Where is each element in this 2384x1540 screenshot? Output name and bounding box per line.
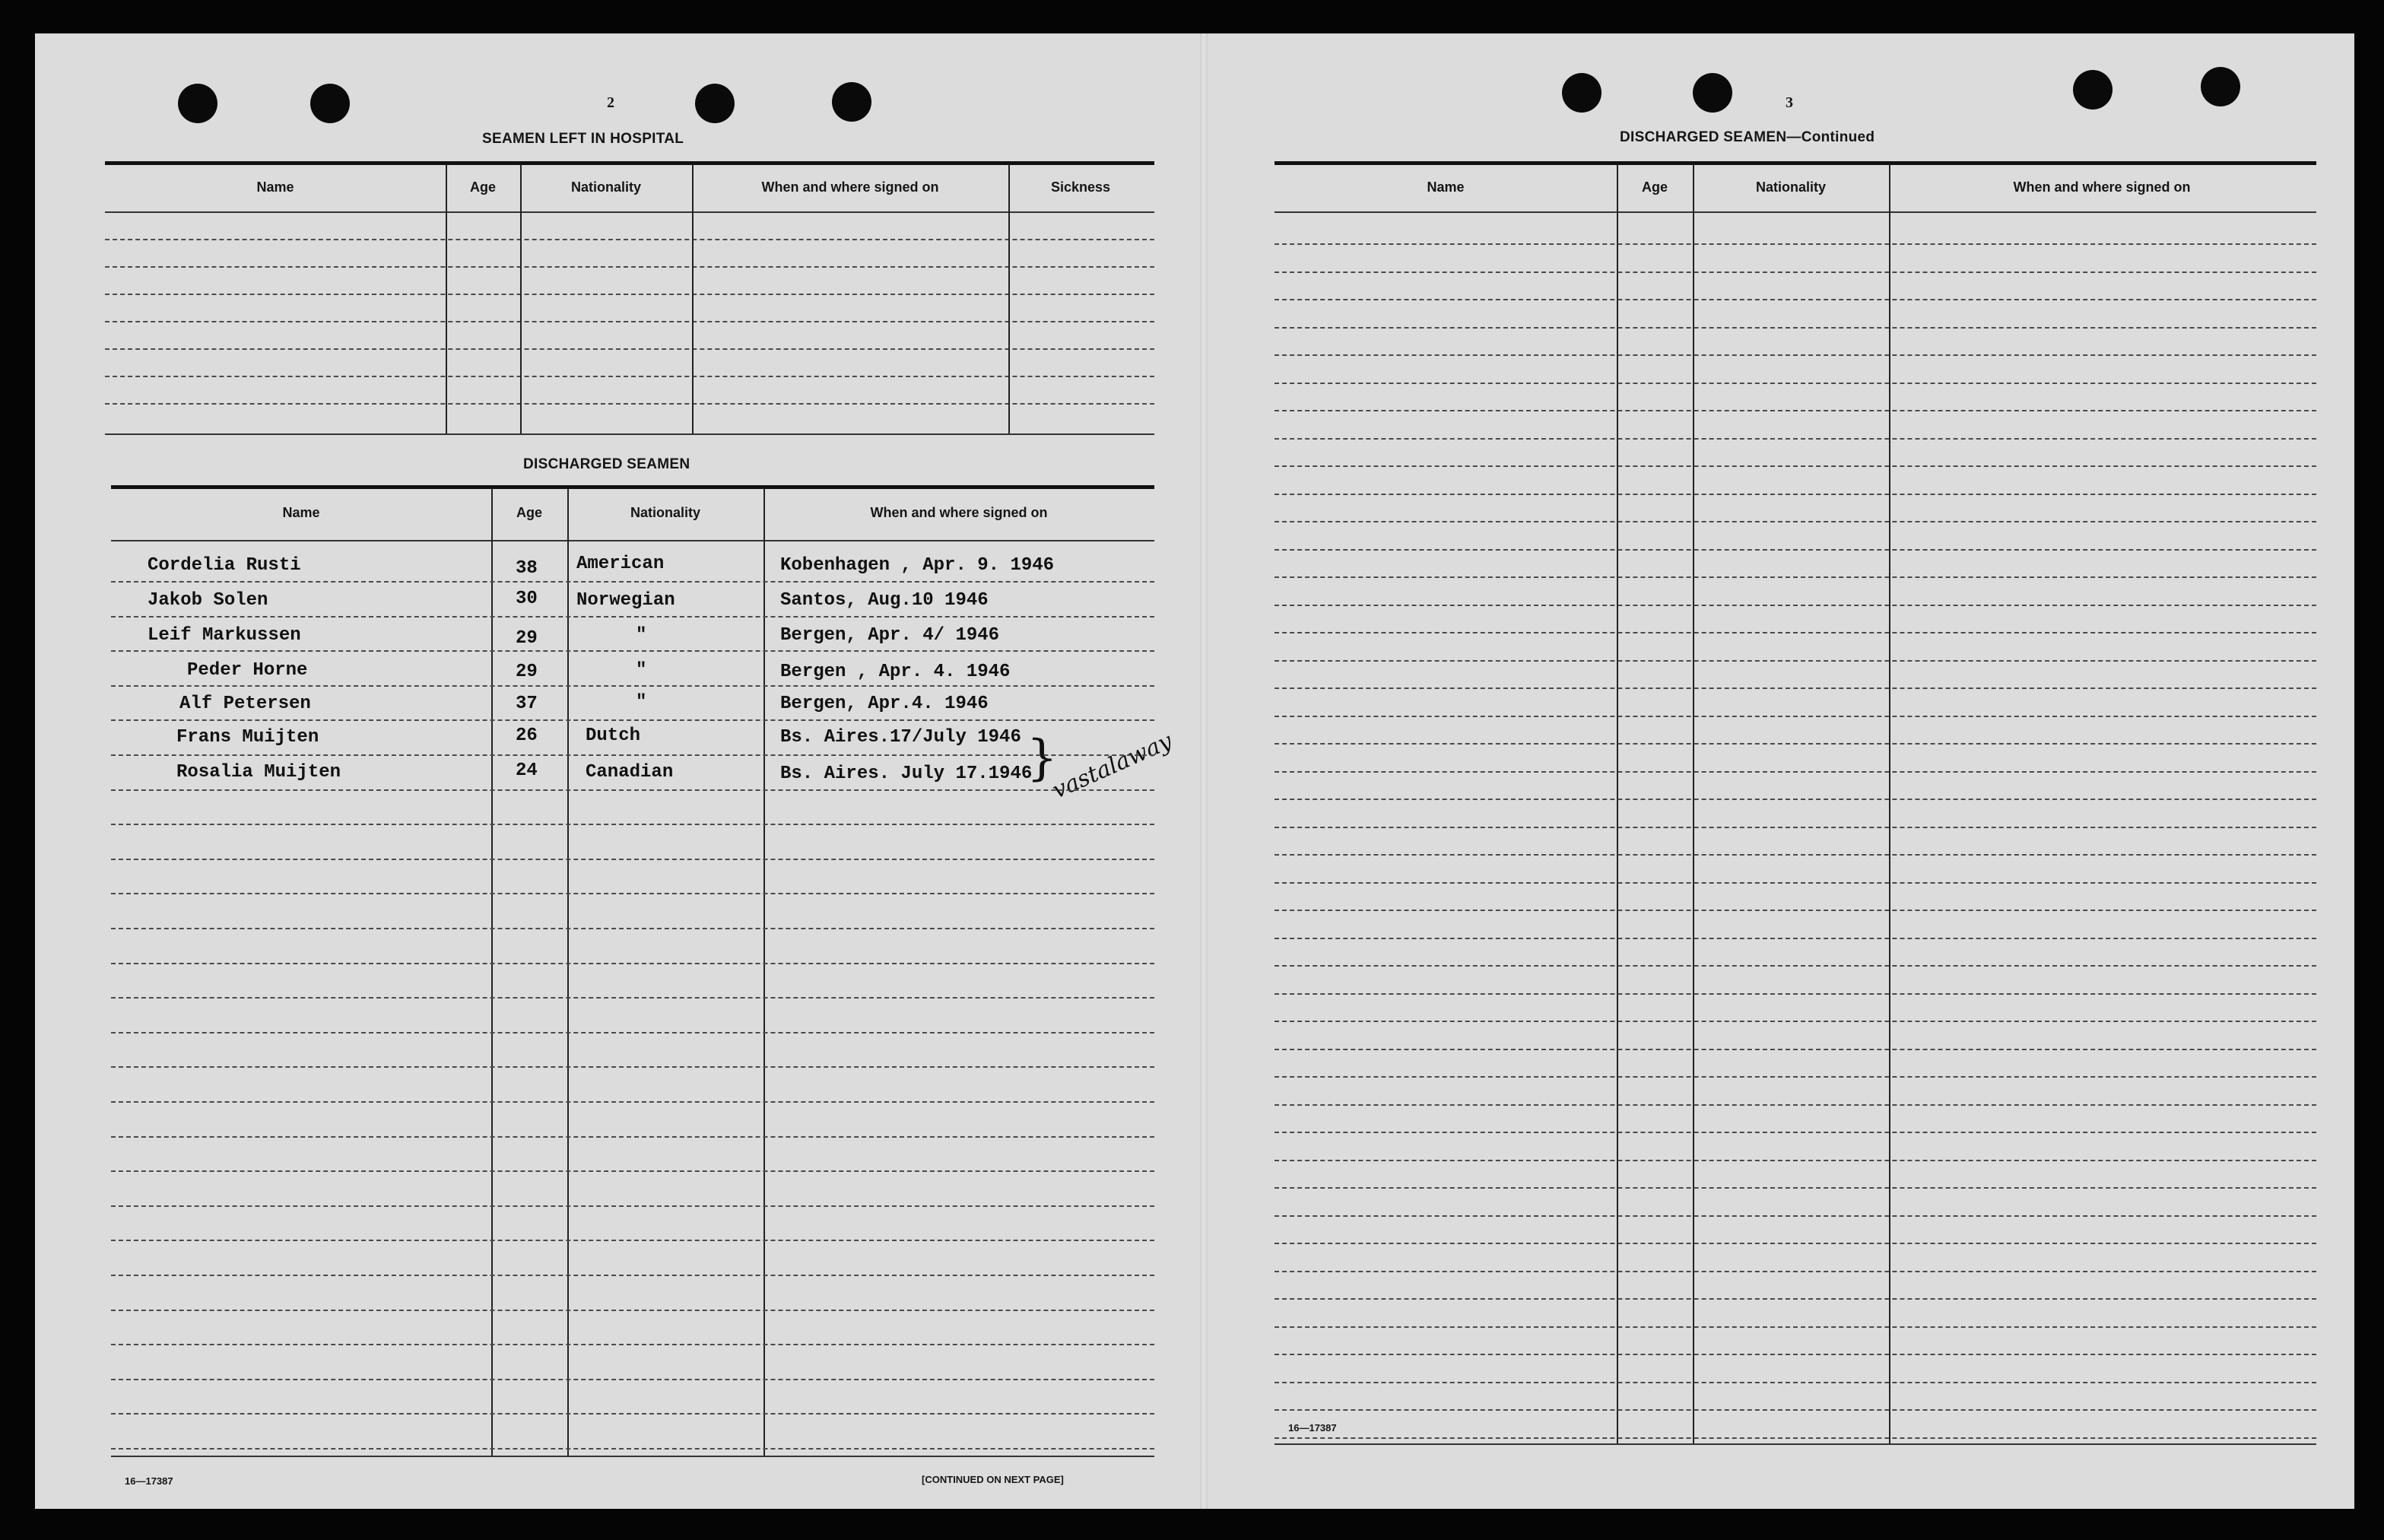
ruled-line — [111, 997, 1154, 999]
ruled-line — [111, 1170, 1154, 1172]
right-section-title: DISCHARGED SEAMEN—Continued — [1620, 129, 1875, 145]
right-bottom-rule — [1275, 1443, 2316, 1445]
ruled-line — [111, 928, 1154, 929]
ruled-line — [1275, 1437, 2316, 1439]
right-col-nationality: Nationality — [1755, 179, 1826, 195]
ruled-line — [1275, 1160, 2316, 1161]
seaman-name: Cordelia Rusti — [148, 555, 301, 576]
seaman-nationality: Canadian — [586, 762, 674, 783]
ruled-line — [1275, 410, 2316, 411]
seaman-name: Alf Petersen — [179, 694, 311, 714]
punch-hole — [2201, 67, 2240, 106]
ruled-line — [1275, 910, 2316, 911]
ruled-line — [111, 1448, 1154, 1450]
hospital-ruled-line — [105, 294, 1154, 295]
seaman-signed-on: Bergen, Apr.4. 1946 — [780, 694, 989, 714]
right-col-divider — [1617, 164, 1618, 1443]
ruled-line — [1275, 1187, 2316, 1189]
hospital-header-rule — [105, 211, 1154, 213]
ruled-line — [111, 754, 1154, 756]
ruled-line — [1275, 1409, 2316, 1411]
hospital-ruled-line — [105, 239, 1154, 240]
right-col-signed-on: When and where signed on — [2013, 179, 2191, 195]
punch-hole — [832, 82, 871, 122]
page-number-right: 3 — [1786, 94, 1793, 111]
hospital-col-signed-on: When and where signed on — [761, 179, 939, 195]
seaman-age: 29 — [516, 662, 538, 682]
hospital-ruled-line — [105, 321, 1154, 322]
seaman-nationality: American — [576, 554, 665, 574]
seaman-age: 37 — [516, 694, 538, 714]
ruled-line — [111, 1275, 1154, 1276]
right-col-name: Name — [1427, 179, 1465, 195]
ruled-line — [1275, 882, 2316, 884]
hospital-ruled-line — [105, 266, 1154, 268]
ruled-line — [1275, 771, 2316, 773]
hospital-bottom-rule — [105, 433, 1154, 435]
hospital-col-divider — [446, 164, 447, 433]
ruled-line — [1275, 243, 2316, 245]
seaman-nationality: " — [636, 692, 647, 713]
ruled-line — [1275, 465, 2316, 467]
ruled-line — [1275, 354, 2316, 356]
right-col-divider — [1693, 164, 1694, 1443]
ruled-line — [1275, 1076, 2316, 1078]
seaman-nationality: Norwegian — [576, 590, 675, 611]
seaman-nationality: " — [636, 625, 647, 646]
ruled-line — [1275, 576, 2316, 578]
ruled-line — [1275, 1354, 2316, 1355]
right-col-divider — [1889, 164, 1890, 1443]
ruled-line — [111, 616, 1154, 618]
ruled-line — [1275, 743, 2316, 745]
ruled-line — [111, 581, 1154, 583]
ruled-line — [1275, 1132, 2316, 1133]
ruled-line — [111, 685, 1154, 687]
ruled-line — [1275, 1382, 2316, 1383]
ruled-line — [111, 1205, 1154, 1207]
ruled-line — [111, 1066, 1154, 1068]
ruled-line — [1275, 1215, 2316, 1217]
hospital-col-divider — [1008, 164, 1010, 433]
punch-hole — [1562, 73, 1602, 113]
hospital-section-title: SEAMEN LEFT IN HOSPITAL — [482, 131, 684, 147]
seaman-age: 26 — [516, 726, 538, 746]
ruled-line — [1275, 549, 2316, 551]
ruled-line — [1275, 383, 2316, 384]
ruled-line — [111, 1379, 1154, 1380]
ruled-line — [1275, 1326, 2316, 1328]
ruled-line — [111, 719, 1154, 721]
ruled-line — [111, 1101, 1154, 1103]
ruled-line — [1275, 1049, 2316, 1050]
seaman-name: Leif Markussen — [148, 625, 301, 646]
punch-hole — [2073, 70, 2113, 110]
form-number-left: 16—17387 — [125, 1475, 173, 1487]
ruled-line — [111, 1344, 1154, 1345]
punch-hole — [310, 84, 350, 123]
ruled-line — [1275, 521, 2316, 522]
ruled-line — [1275, 605, 2316, 606]
discharged-col-name: Name — [282, 505, 320, 520]
punch-hole — [178, 84, 217, 123]
hospital-col-divider — [692, 164, 694, 433]
ruled-line — [111, 650, 1154, 652]
ruled-line — [1275, 1021, 2316, 1022]
ruled-line — [111, 963, 1154, 964]
seaman-age: 38 — [516, 558, 538, 579]
seaman-signed-on: Bs. Aires. July 17.1946 — [780, 764, 1033, 784]
punch-hole — [695, 84, 735, 123]
ruled-line — [111, 1240, 1154, 1241]
ruled-line — [111, 1310, 1154, 1311]
ruled-line — [1275, 327, 2316, 329]
form-number-right: 16—17387 — [1288, 1422, 1337, 1434]
ruled-line — [111, 1136, 1154, 1138]
document-sheet — [35, 33, 2354, 1509]
seaman-nationality: " — [636, 660, 647, 681]
right-col-age: Age — [1641, 179, 1668, 195]
page-fold — [1200, 33, 1208, 1509]
ruled-line — [111, 824, 1154, 825]
ruled-line — [1275, 1243, 2316, 1244]
right-top-rule — [1275, 161, 2316, 165]
seaman-signed-on: Kobenhagen , Apr. 9. 1946 — [780, 555, 1055, 576]
seaman-signed-on: Santos, Aug.10 1946 — [780, 590, 989, 611]
seaman-age: 24 — [516, 760, 538, 781]
ruled-line — [1275, 632, 2316, 633]
seaman-age: 30 — [516, 589, 538, 609]
seaman-age: 29 — [516, 628, 538, 649]
seaman-name: Jakob Solen — [148, 590, 268, 611]
ruled-line — [1275, 494, 2316, 495]
ruled-line — [1275, 965, 2316, 967]
handwritten-annotation: vastalaway — [1048, 728, 1176, 805]
seaman-nationality: Dutch — [586, 726, 641, 746]
ruled-line — [1275, 687, 2316, 689]
ruled-line — [1275, 299, 2316, 300]
hospital-top-rule — [105, 161, 1154, 165]
discharged-col-age: Age — [516, 505, 542, 520]
discharged-col-signed-on: When and where signed on — [870, 505, 1048, 520]
hospital-col-name: Name — [256, 179, 294, 195]
ruled-line — [1275, 827, 2316, 828]
discharged-section-title: DISCHARGED SEAMEN — [523, 456, 690, 472]
right-header-rule — [1275, 211, 2316, 213]
seaman-signed-on: Bs. Aires.17/July 1946 — [780, 727, 1021, 748]
seaman-name: Rosalia Muijten — [176, 762, 341, 783]
seaman-name: Frans Muijten — [176, 727, 319, 748]
ruled-line — [1275, 993, 2316, 995]
ruled-line — [1275, 1271, 2316, 1272]
page-number-left: 2 — [607, 94, 614, 111]
discharged-col-nationality: Nationality — [630, 505, 700, 520]
hospital-col-age: Age — [469, 179, 496, 195]
discharged-header-rule — [111, 540, 1154, 541]
hospital-col-nationality: Nationality — [570, 179, 641, 195]
hospital-ruled-line — [105, 403, 1154, 405]
punch-hole — [1693, 73, 1732, 113]
ruled-line — [1275, 1104, 2316, 1106]
hospital-ruled-line — [105, 376, 1154, 377]
ruled-line — [1275, 938, 2316, 939]
continued-note: [CONTINUED ON NEXT PAGE] — [922, 1474, 1064, 1485]
handwritten-brace: } — [1027, 730, 1058, 786]
seaman-signed-on: Bergen, Apr. 4/ 1946 — [780, 625, 1000, 646]
ruled-line — [111, 893, 1154, 894]
seaman-signed-on: Bergen , Apr. 4. 1946 — [780, 662, 1011, 682]
hospital-col-divider — [520, 164, 522, 433]
ruled-line — [111, 1413, 1154, 1415]
ruled-line — [1275, 271, 2316, 273]
ruled-line — [111, 1032, 1154, 1034]
ruled-line — [111, 859, 1154, 860]
ruled-line — [1275, 799, 2316, 800]
hospital-col-sickness: Sickness — [1050, 179, 1111, 195]
ruled-line — [1275, 854, 2316, 856]
hospital-ruled-line — [105, 348, 1154, 350]
ruled-line — [1275, 438, 2316, 440]
ruled-line — [1275, 716, 2316, 717]
ruled-line — [111, 789, 1154, 791]
discharged-bottom-rule — [111, 1456, 1154, 1457]
discharged-top-rule — [111, 485, 1154, 489]
ruled-line — [1275, 1298, 2316, 1300]
ruled-line — [1275, 660, 2316, 662]
seaman-name: Peder Horne — [187, 660, 308, 681]
